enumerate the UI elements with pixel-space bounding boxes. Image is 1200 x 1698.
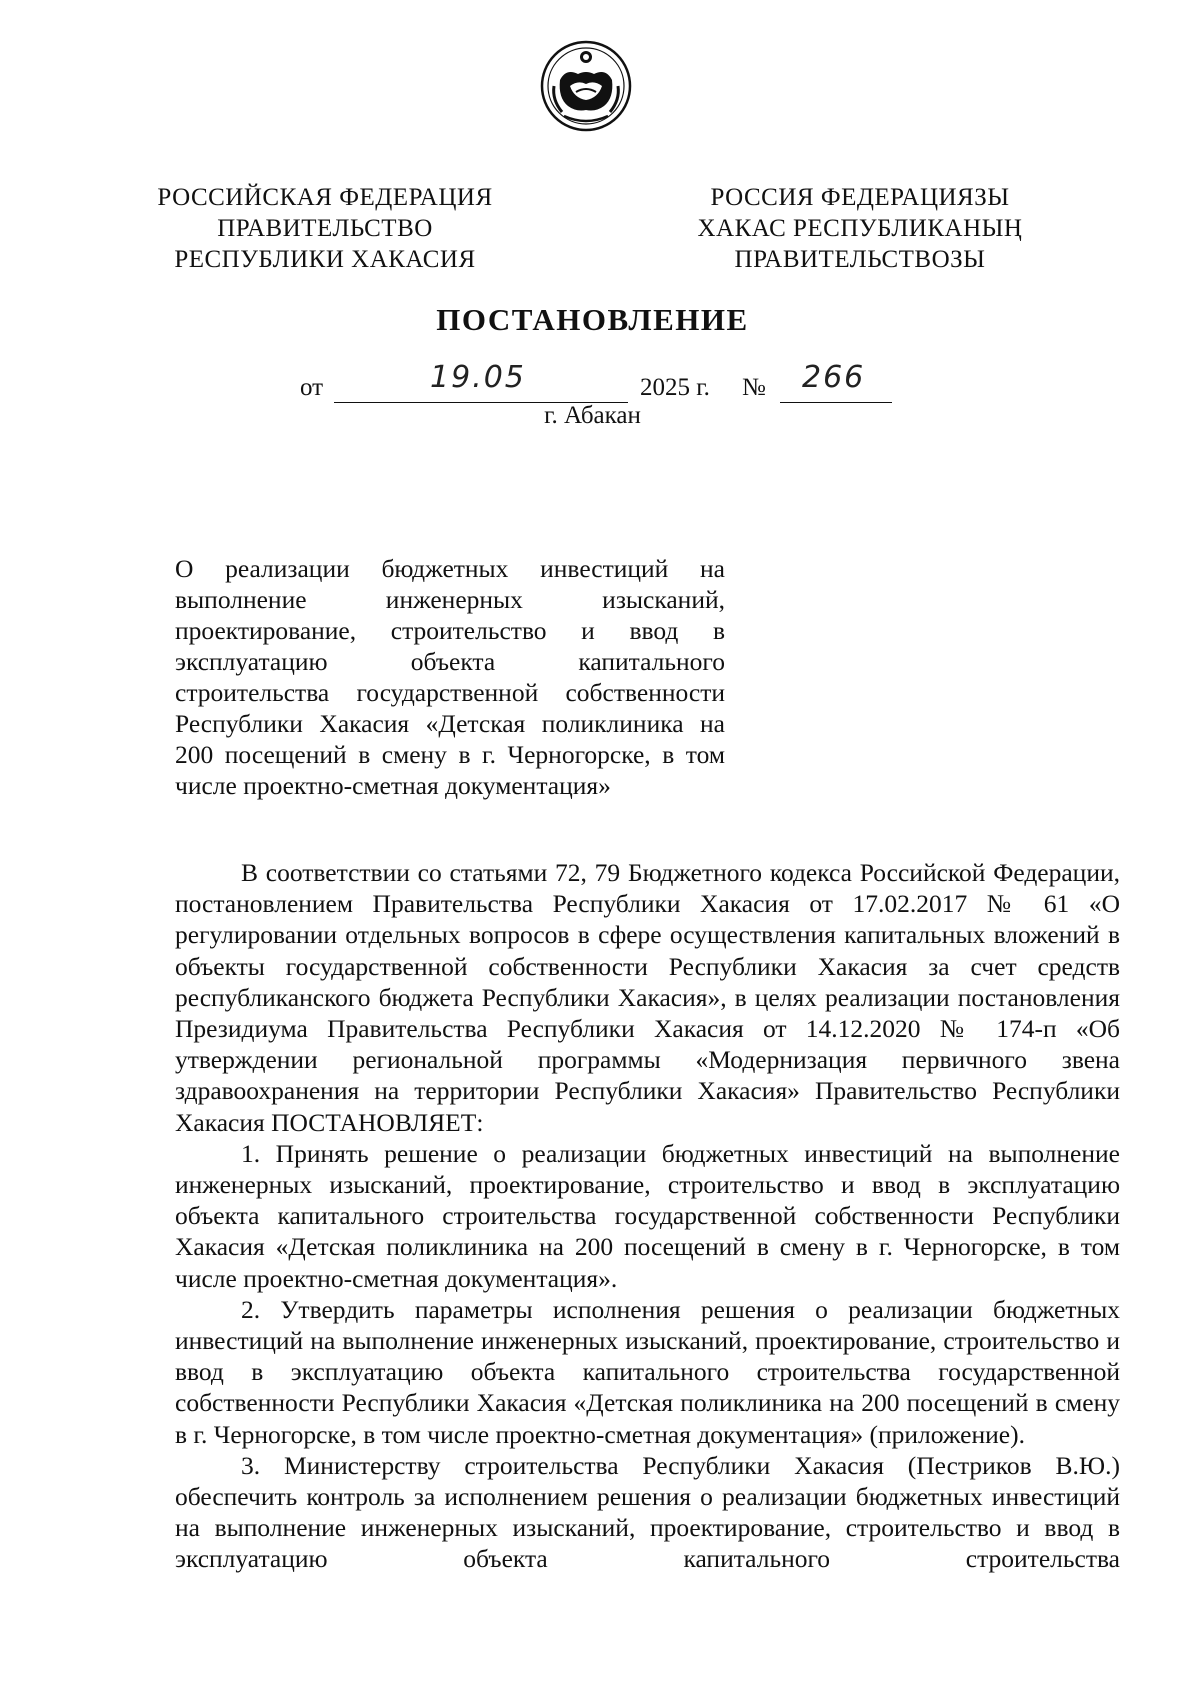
year-label: 2025 г. — [640, 374, 710, 401]
header-khakas-line: ХАКАС РЕСПУБЛИКАНЫҢ — [697, 215, 1023, 242]
document-title: ПОСТАНОВЛЕНИЕ — [436, 302, 749, 337]
document-body — [175, 857, 1120, 1575]
header-khakas-line: РОССИЯ ФЕДЕРАЦИЯЗЫ — [710, 184, 1010, 211]
number-label: № — [742, 374, 766, 401]
number-handwritten: 266 — [802, 360, 866, 395]
date-prefix: от — [300, 374, 324, 401]
document-subject: О реализации бюджетных инвестиций на выполнение инженерных изысканий, проектирование, строительство и ввод в эксплуатацию объекта капитального строительства государственной собственности Республики Хакасия «Детская поликлиника на 200 посещений в смену в г. Черногорске, в том числе проектно-сметная документация» — [175, 554, 725, 800]
header-khakas — [680, 182, 1040, 275]
body-paragraph: 2. Утвердить параметры исполнения решения о реализации бюджетных инвестиций на выполнение инженерных изысканий, проектирование, строительство и ввод в эксплуатацию объекта капитального строительства государственной собственности Республики Хакасия «Детская поликлиника на 200 посещений в смену в г. Черногорске, в том числе проектно-сметная документация» (приложение). — [175, 1294, 1120, 1449]
header-khakas-line: ПРАВИТЕЛЬСТВОЗЫ — [734, 246, 986, 273]
header-russian-line: РЕСПУБЛИКИ ХАКАСИЯ — [174, 246, 476, 273]
body-paragraph: В соответствии со статьями 72, 79 Бюджетного кодекса Российской Федерации, постановлением Правительства Республики Хакасия от 17.02.2017 № 61 «О регулировании отдельных вопросов в сфере осуществления капитальных вложений в объекты государственной собственности Республики Хакасия за счет средств республиканского бюджета Республики Хакасия», в целях реализации постановления Президиума Правительства Республики Хакасия от 14.12.2020 № 174-п «Об утверждении региональной программы «Модернизация первичного звена здравоохранения на территории Республики Хакасия» Правительство Республики Хакасия ПОСТАНОВЛЯЕТ: — [175, 858, 1120, 1137]
header-russian — [145, 182, 505, 275]
date-number-line — [300, 360, 900, 408]
city-label: г. Абакан — [544, 402, 641, 429]
body-paragraph: 1. Принять решение о реализации бюджетных инвестиций на выполнение инженерных изысканий, проектирование, строительство и ввод в эксплуатацию объекта капитального строительства государственной собственности Республики Хакасия «Детская поликлиника на 200 посещений в смену в г. Черногорске, в том числе проектно-сметная документация». — [175, 1138, 1120, 1293]
coat-of-arms-emblem — [540, 40, 632, 132]
header-russian-line: РОССИЙСКАЯ ФЕДЕРАЦИЯ — [157, 184, 493, 211]
body-paragraph: 3. Министерству строительства Республики Хакасия (Пестриков В.Ю.) обеспечить контроль за исполнением решения о реализации бюджетных инвестиций на выполнение инженерных изысканий, проектирование, строительство и ввод в эксплуатацию объекта капитального строительства — [175, 1450, 1120, 1574]
date-handwritten: 19.05 — [430, 360, 526, 395]
header-russian-line: ПРАВИТЕЛЬСТВО — [217, 215, 433, 242]
